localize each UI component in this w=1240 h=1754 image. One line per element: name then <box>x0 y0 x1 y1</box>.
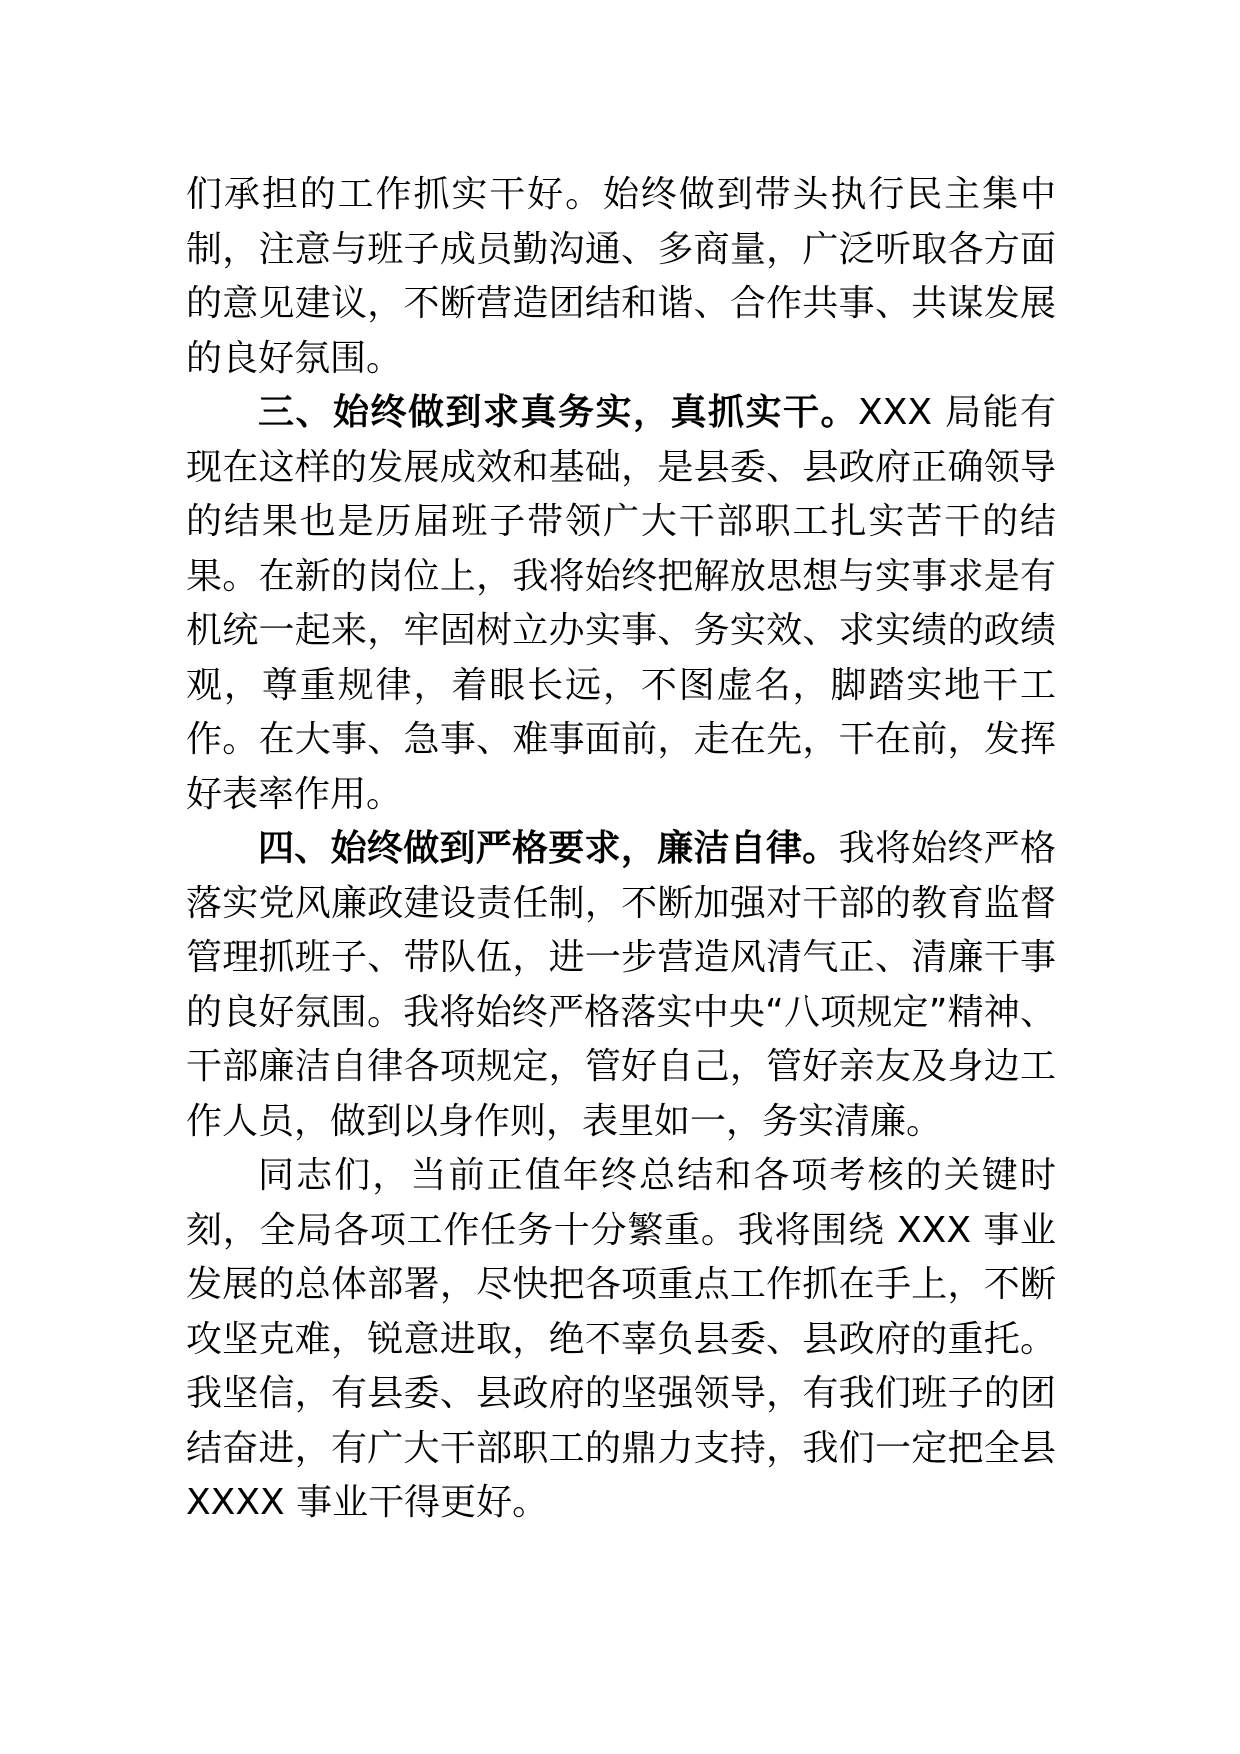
paragraph-continuation <box>186 168 1056 386</box>
document-body <box>186 168 1056 1531</box>
paragraph-section-three <box>186 386 1056 822</box>
paragraph-text: XXX 局能有现在这样的发展成效和基础，是县委、县政府正确领导的结果也是历届班子带领广大干部职工扎实苦干的结果。在新的岗位上，我将始终把解放思想与实事求是有机统一起来，牢固树立办实事、务实效、求实绩的政绩观，尊重规律，着眼长远，不图虚名，脚踏实地干工作。在大事、急事、难事面前，走在先，干在前，发挥好表率作用。 <box>186 392 1056 815</box>
paragraph-text: 我将始终严格落实党风廉政建设责任制，不断加强对干部的教育监督管理抓班子、带队伍，进一步营造风清气正、清廉干事的良好氛围。我将始终严格落实中央“八项规定”精神、干部廉洁自律各项规定，管好自己，管好亲友及身边工作人员，做到以身作则，表里如一，务实清廉。 <box>186 828 1056 1142</box>
paragraph-closing <box>186 1149 1056 1531</box>
paragraph-text: 们承担的工作抓实干好。始终做到带头执行民主集中制，注意与班子成员勤沟通、多商量，广泛听取各方面的意见建议，不断营造团结和谐、合作共事、共谋发展的良好氛围。 <box>186 174 1056 379</box>
section-heading: 四、始终做到严格要求，廉洁自律。 <box>258 828 839 869</box>
section-heading: 三、始终做到求真务实，真抓实干。 <box>258 392 859 433</box>
paragraph-text: 同志们，当前正值年终总结和各项考核的关键时刻，全局各项工作任务十分繁重。我将围绕 XXX 事业发展的总体部署，尽快把各项重点工作抓在手上，不断攻坚克难，锐意进取，绝不辜负县委、县政府的重托。我坚信，有县委、县政府的坚强领导，有我们班子的团结奋进，有广大干部职工的鼎力支持，我们一定把全县 XXXX 事业干得更好。 <box>186 1155 1056 1523</box>
paragraph-section-four <box>186 822 1056 1149</box>
